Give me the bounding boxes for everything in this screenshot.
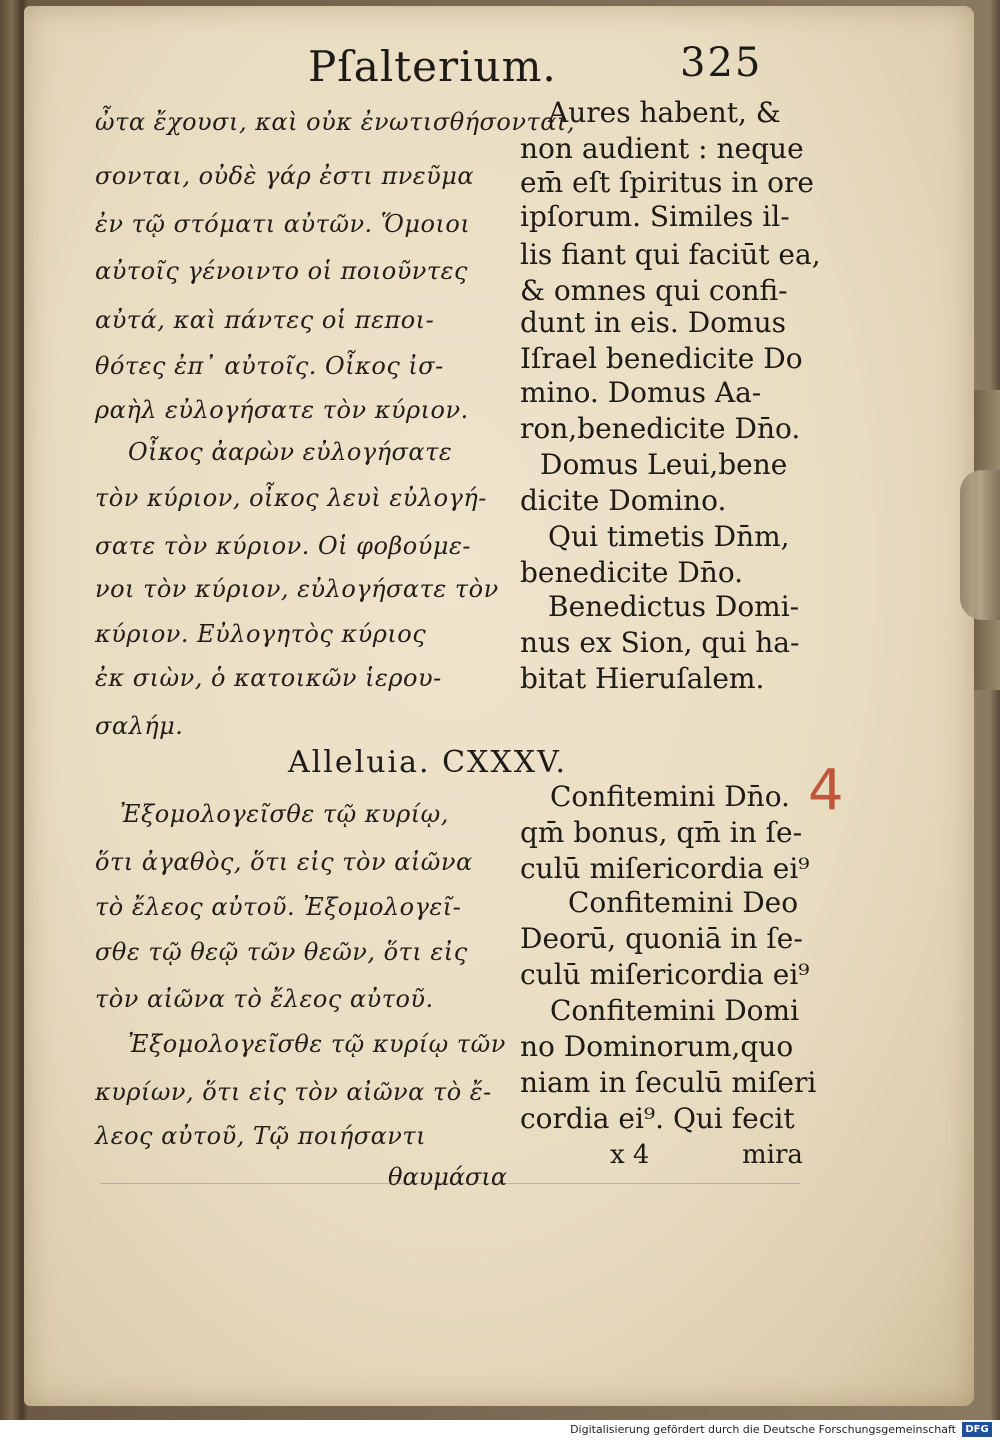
latin-line: Confitemini Domi (550, 994, 800, 1027)
greek-line: σονται, οὐδὲ γάρ ἐστι πνεῦμα (95, 162, 475, 190)
latin-line: non audient : neque (520, 132, 804, 165)
greek-line: αὐτοῖς γένοιντο οἱ ποιοῦντες (95, 257, 468, 285)
greek-line: κυρίων, ὅτι εἰς τὸν αἰῶνα τὸ ἔ- (95, 1078, 492, 1106)
faint-rule (100, 1183, 800, 1184)
greek-line: λεος αὐτοῦ, Τῷ ποιήσαντι (95, 1122, 427, 1150)
latin-line: em̄ eſt ſpiritus in ore (520, 166, 814, 199)
catchword-latin: mira (742, 1140, 803, 1170)
latin-line: benedicite Dn̄o. (520, 556, 744, 589)
greek-line: Ἐξομολογεῖσθε τῷ κυρίῳ, (120, 800, 449, 828)
greek-line: Οἶκος ἀαρὼν εὐλογήσατε (128, 438, 453, 466)
latin-line: Domus Leui,bene (540, 448, 788, 481)
latin-line: bitat Hieruſalem. (520, 662, 765, 695)
latin-line: niam in ſeculū miſeri (520, 1066, 817, 1099)
greek-line: κύριον. Εὐλογητὸς κύριος (95, 620, 427, 648)
latin-line: lis fiant qui faciūt ea, (520, 238, 821, 271)
latin-line: nus ex Sion, qui ha- (520, 626, 800, 659)
latin-line: cordia ei⁹. Qui fecit (520, 1102, 795, 1135)
greek-line: Ἐξομολογεῖσθε τῷ κυρίῳ τῶν (128, 1030, 506, 1058)
greek-line: σαλήμ. (95, 712, 184, 740)
latin-line: qm̄ bonus, qm̄ in ſe- (520, 816, 803, 849)
signature-mark: x 4 (610, 1140, 650, 1170)
funding-credit: Digitalisierung gefördert durch die Deutsche Forschungsgemeinschaft (570, 1423, 956, 1436)
latin-line: dunt in eis. Domus (520, 306, 786, 339)
greek-line: σθε τῷ θεῷ τῶν θεῶν, ὅτι εἰς (95, 938, 468, 966)
latin-line: Confitemini Deo (568, 886, 799, 919)
greek-line: ἐκ σιὼν, ὁ κατοικῶν ἱερου- (95, 664, 442, 692)
margin-note: 4 (808, 758, 844, 823)
greek-line: ἐν τῷ στόματι αὐτῶν. Ὅμοιοι (95, 210, 471, 238)
latin-line: ipſorum. Similes il- (520, 200, 790, 233)
greek-line: νοι τὸν κύριον, εὐλογήσατε τὸν (95, 575, 499, 603)
latin-line: Benedictus Domi- (548, 590, 800, 623)
footer-bar (0, 1420, 1000, 1440)
latin-line: culū miſericordia ei⁹ (520, 958, 810, 991)
latin-line: mino. Domus Aa- (520, 376, 762, 409)
folio-number: 325 (680, 40, 763, 86)
greek-line: τὸ ἔλεος αὐτοῦ. Ἐξομολογεῖ- (95, 893, 462, 921)
greek-line: αὐτά, καὶ πάντες οἱ πεποι- (95, 306, 435, 334)
latin-line: & omnes qui confi- (520, 274, 788, 307)
latin-line: dicite Domino. (520, 484, 727, 517)
latin-line: Iſrael benedicite Do (520, 342, 803, 375)
latin-line: Aures habent, & (548, 96, 781, 129)
dfg-logo-icon: DFG (962, 1422, 992, 1437)
greek-line: τὸν αἰῶνα τὸ ἔλεος αὐτοῦ. (95, 985, 434, 1013)
section-heading: Alleluia. CXXXV. (288, 745, 568, 780)
running-head: Pſalterium. (308, 42, 557, 91)
latin-line: ron,benedicite Dn̄o. (520, 412, 801, 445)
catchword-greek: θαυμάσια (388, 1163, 508, 1191)
greek-line: ραὴλ εὐλογήσατε τὸν κύριον. (95, 396, 469, 424)
latin-line: no Dominorum,quo (520, 1030, 794, 1063)
binding-clasp (960, 470, 1000, 620)
latin-line: Deorū, quoniā in ſe- (520, 922, 803, 955)
latin-line: Qui timetis Dn̄m, (548, 520, 790, 553)
greek-line: ὅτι ἀγαθὸς, ὅτι εἰς τὸν αἰῶνα (95, 848, 473, 876)
latin-line: culū miſericordia ei⁹ (520, 852, 810, 885)
latin-line: Confitemini Dn̄o. (550, 780, 790, 813)
greek-line: τὸν κύριον, οἶκος λευὶ εὐλογή- (95, 484, 487, 512)
greek-line: θότες ἐπ᾿ αὐτοῖς. Οἶκος ἰσ- (95, 352, 444, 380)
greek-line: ὦτα ἔχουσι, καὶ οὐκ ἐνωτισθήσονται, (95, 108, 575, 136)
greek-line: σατε τὸν κύριον. Οἱ φοβούμε- (95, 532, 471, 560)
